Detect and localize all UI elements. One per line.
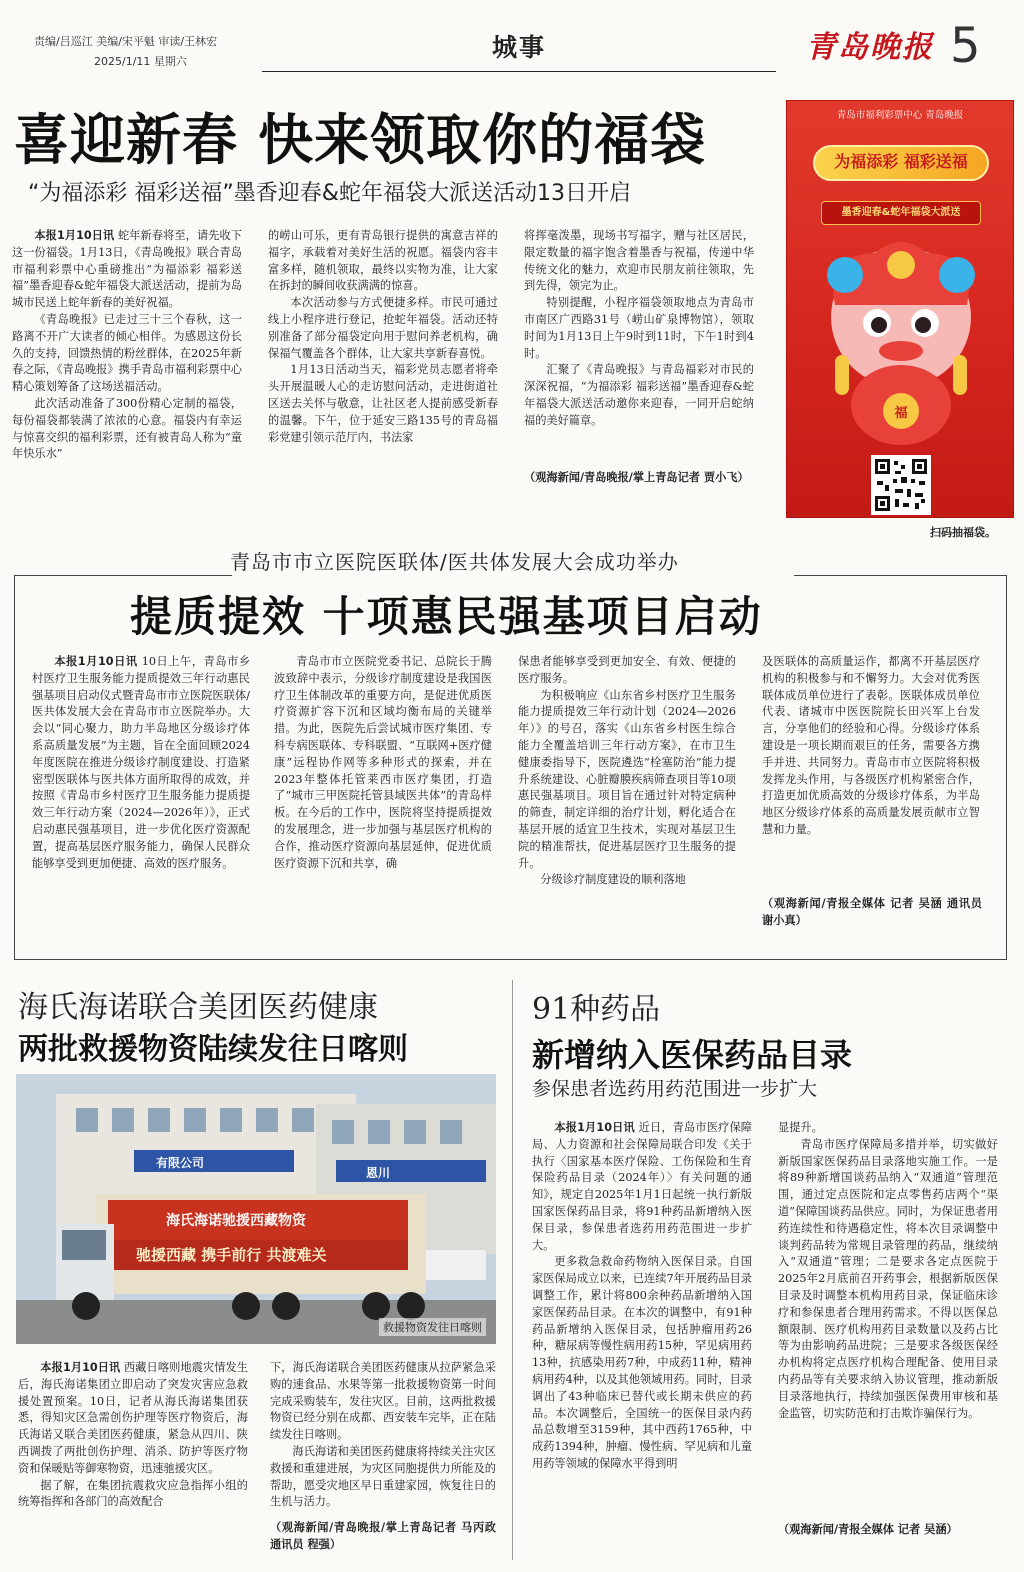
paragraph-text: 海氏海诺和美团医药健康将持续关注灾区救援和重建进展，为灾区同胞提供力所能及的帮助，愿受灾地区早日重建家园，恢复往日的生机与活力。 [270,1444,496,1509]
building-sign-left: 有限公司 [156,1156,205,1170]
truck-photo [16,1074,496,1344]
article3-column-2 [270,1360,496,1520]
article3-column-1 [18,1360,248,1556]
issue-date: 2025/1/11 星期六 [94,55,187,68]
truck-photo-illustration [16,1074,496,1344]
paragraph [270,1444,496,1511]
paragraph [524,362,754,429]
paragraph-text: 《青岛晚报》已走过三十三个春秋，这一路离不开广大读者的倾心相伴。为感恩这份长久的支持，回馈热情的粉丝群体，在2025年新春之际，《青岛晚报》携手青岛市福利彩票中心精心策划筹备了这场送福活动。 [12,312,242,394]
paragraph-text: 青岛市医疗保障局多措并举，切实做好新版国家医保药品目录落地实施工作。一是将89种新增国谈药品纳入“双通道”管理范围，通过定点医院和定点零售药店两个“渠道”保障国谈药品供应。同时，为保证患者用药连续性和待遇稳定性，将本次目录调整中谈判药品转为常规目录管理的药品，继续纳入“双通道”管理；二是要求各定点医院于2025年2月底前召开药事会，根据新版医保目录及时调整本机构用药目录，保证临床诊疗和参保患者合理用药需求。不得以医保总额限制、医疗机构用药目录数量以及药占比等为由影响药品进院；三是要求各级医保经办机构将定点医疗机构合理配备、使用目录内药品等有关要求纳入协议管理，推动新版目录落地执行，持续加强医保费用审核和基金监管，切实防范和打击欺诈骗保行为。 [778,1137,998,1420]
paragraph [518,654,736,688]
dateline: 本报1月10日讯 [554,1121,635,1134]
paragraph-text: 据了解，在集团抗震救灾应急指挥小组的统筹指挥和各部门的高效配合 [18,1478,248,1509]
frame-rule-right [794,575,1007,576]
paragraph-text: 特别提醒，小程序福袋领取地点为青岛市市南区广西路31号（崂山矿泉博物馆），领取时间为1月13日上午9时到11时，下午1时到4时。 [524,296,754,360]
article1-column-2 [268,228,498,510]
article2-kicker: 青岛市市立医院医联体/医共体发展大会成功举办 [230,550,679,574]
paragraph [18,1360,248,1478]
article1-subheadline: “为福添彩 福彩送福”墨香迎春&蛇年福袋大派送活动13日开启 [28,181,631,206]
paragraph-text: 下，海氏海诺联合美团医药健康从拉萨紧急采购的速食品、水果等第一批救援物资第一时间完成采购装车，发往灾区。目前，这两批救援物资已经分别在成都、西安装车完毕，正在陆续发往日喀则。 [270,1361,496,1442]
section-title: 城事 [491,33,546,62]
article1-headline: 喜迎新春 快来领取你的福袋 [14,108,707,172]
article3-headline: 两批救援物资陆续发往日喀则 [18,1032,408,1067]
paragraph-text: 分级诊疗制度建设的顺利落地 [540,873,686,887]
poster-org: 青岛市福利彩票中心 青岛晚报 [836,110,964,121]
truck-banner-1: 海氏海诺驰援西藏物资 [166,1213,306,1229]
paragraph [268,362,498,446]
paragraph-text: 西藏日喀则地震灾情发生后，海氏海诺集团立即启动了突发灾害应急救援处置预案。10日，记者从海氏海诺集团获悉，得知灾区急需创伤护理等医疗物资后，海氏海诺又联合美团医药健康，紧急从四川、陕西调拨了两批创伤护理、消杀、防护等医疗物资和保暖贴等御寒物资，迅速驰援灾区。 [18,1361,248,1475]
column-divider [512,980,513,1560]
article4-subheadline: 参保患者选药用药范围进一步扩大 [532,1078,818,1100]
paragraph [270,1360,496,1444]
article2-column-2 [274,654,492,938]
paragraph [524,228,754,295]
article4-headline: 新增纳入医保药品目录 [532,1036,853,1074]
article1-column-3 [524,228,754,480]
editor-credits: 责编/吕巡江 美编/宋平魁 审读/王林宏 [34,35,218,48]
paragraph-text: 保患者能够享受到更加安全、有效、便捷的医疗服务。 [518,655,736,685]
poster-fu-char: 福 [894,406,908,421]
paragraph [12,312,242,396]
paragraph-text: 将挥毫泼墨，现场书写福字，赠与社区居民，限定数量的福字饱含着墨香与祝福，传递中华传统文化的魅力，欢迎市民朋友前往领取，先到先得，领完为止。 [524,229,754,293]
paragraph-text: 及医联体的高质量运作，都离不开基层医疗机构的积极参与和不懈努力。大会对优秀医联体成员单位进行了表彰。医联体成员单位代表、诸城市中医医院院长田兴军上台发言，分享他们的经验和心得。分级诊疗体系建设是一项长期而艰巨的任务，需要各方携手并进、共同努力。青岛市市立医院将积极发挥龙头作用，与各级医疗机构紧密合作，打造更加优质高效的分级诊疗体系，为半岛地区分级诊疗体系的高质量发展贡献市立智慧和力量。 [762,655,980,836]
paragraph [18,1478,248,1512]
paragraph [532,1254,752,1472]
building-sign-right: 恩川 [366,1166,391,1180]
article2-headline: 提质提效 十项惠民强基项目启动 [130,592,763,641]
paragraph [778,1120,998,1137]
paragraph [778,1137,998,1423]
article4-byline: （观海新闻/青报全媒体 记者 吴涵） [778,1523,958,1536]
poster-caption: 扫码抽福袋。 [930,526,996,539]
article3-kicker: 海氏海诺联合美团医药健康 [18,990,378,1025]
paragraph-text: 1月13日活动当天，福彩党员志愿者将牵头开展温暖人心的走访慰问活动，走进街道社区送去关怀与敬意，让社区老人提前感受新春的温馨。下午，位于延安三路135号的青岛福彩党建引领示范厅内，书法家 [268,363,498,444]
fudai-poster [786,100,1014,518]
paragraph [12,396,242,463]
qr-code[interactable] [871,455,931,515]
paragraph [518,872,736,889]
masthead-info [34,32,217,72]
article4-column-2 [778,1120,998,1522]
page-number: 5 [950,18,981,74]
paragraph-text: 近日，青岛市医疗保障局、人力资源和社会保障局联合印发《关于执行〈国家基本医疗保险、工伤保险和生育保险药品目录（2024年）〉有关问题的通知》，规定自2025年1月1日起统一执行新版国家医保药品目录，将91种药品新增纳入医保目录，参保患者选药用药范围进一步扩大。 [532,1121,752,1252]
article4-kicker: 91种药品 [532,992,661,1027]
paragraph [762,654,980,839]
paragraph-text: 蛇年新春将至，请先收下这一份福袋。1月13日，《青岛晚报》联合青岛市福利彩票中心重磅推出“为福添彩 福彩送福”墨香迎春&蛇年福袋大派送活动，提前为岛城市民送上蛇年新春的美好祝福。 [12,229,242,310]
paragraph [524,295,754,362]
paragraph [532,1120,752,1254]
truck-banner-2: 驰援西藏 携手前行 共渡难关 [136,1246,327,1264]
dateline: 本报1月10日讯 [34,229,115,242]
dateline: 本报1月10日讯 [40,1361,121,1374]
paragraph-text: 青岛市市立医院党委书记、总院长于腾波致辞中表示，分级诊疗制度建设是我国医疗卫生体制改革的重要方向，是促进优质医疗资源扩容下沉和区域均衡布局的关键举措。为此，医院先后尝试城市医疗集团、专科专病医联体、专科联盟、“互联网+医疗健康”远程协作网等多种形式的探索，并在2023年整体托管莱西市医疗集团，打造了“城市三甲医院托管县域医共体”的青岛样板。在今后的工作中，医院将坚持提质提效的发展理念，进一步加强与基层医疗机构的合作，推动医疗资源向基层延伸，促进优质医疗资源下沉和共享，确 [274,655,492,870]
paragraph-text: 本次活动参与方式便捷多样。市民可通过线上小程序进行登记，抢蛇年福袋。活动还特别准备了部分福袋定向用于慰问养老机构，确保福气覆盖各个群体，让大家共享新春喜悦。 [268,296,498,360]
poster-banner: 为福添彩 福彩送福 [813,145,989,181]
newspaper-logo: 青岛晚报 [806,30,934,65]
section-header [262,20,776,72]
paragraph-text: 为积极响应《山东省乡村医疗卫生服务能力提质提效三年行动计划（2024—2026年）》的号召，落实《山东省乡村医生综合能力全覆盖培训三年行动方案》，在市卫生健康委指导下，医院遴选“栓塞防治”能力提升系统建设、心脏瓣膜疾病筛查项目等10项惠民强基项目。项目旨在通过针对特定病种的筛查，制定详细的治疗计划，孵化适合在基层开展的适宜卫生技术，实现对基层卫生院的精准帮扶，促进基层医疗卫生服务的提升。 [518,688,736,870]
photo-caption: 救援物资发往日喀则 [379,1318,486,1336]
paragraph [518,688,736,873]
article1-byline: （观海新闻/青岛晚报/掌上青岛记者 贾小飞） [524,471,749,484]
article4-column-1 [532,1120,752,1560]
article1-column-1 [12,228,242,510]
paragraph [268,228,498,295]
paragraph-text: 汇聚了《青岛晚报》与青岛福彩对市民的深深祝福，“为福添彩 福彩送福”墨香迎春&蛇年福袋大派送活动邀你来迎春，一同开启蛇纳福的美好篇章。 [524,363,754,427]
paragraph [12,228,242,312]
article2-column-4 [762,654,980,890]
paragraph [274,654,492,872]
qr-code-graphic [875,459,927,511]
dateline: 本报1月10日讯 [54,655,138,668]
paragraph [32,654,250,872]
article2-column-1 [32,654,250,938]
paragraph [268,295,498,362]
article2-byline: （观海新闻/青报全媒体 记者 吴涵 通讯员 谢小真） [762,897,982,927]
paragraph-text: 显提升。 [778,1121,823,1134]
paragraph-text: 的崂山可乐，更有青岛银行提供的寓意吉祥的福字，承载着对美好生活的祝愿。福袋内容丰富多样，随机领取，最终以实物为准，让大家在拆封的瞬间收获满满的惊喜。 [268,229,498,293]
frame-rule-left [14,575,232,576]
paragraph-text: 10日上午，青岛市乡村医疗卫生服务能力提质提效三年行动惠民强基项目启动仪式暨青岛市市立医院医联体/医共体发展大会在青岛市市立医院举办。大会以“同心聚力，助力半岛地区分级诊疗体系高质量发展”为主题，旨在全面回顾2024年度医院在推进分级诊疗制度建设、打造紧密型医联体与医共体方面所取得的成效，并按照《青岛市乡村医疗卫生服务能力提质提效三年行动方案（2024—2026年）》，正式启动惠民强基项目，进一步优化医疗资源配置，提高基层医疗服务能力，确保人民群众能够享受到更加便捷、高效的医疗服务。 [32,655,250,870]
paragraph-text: 此次活动准备了300份精心定制的福袋，每份福袋都装满了浓浓的心意。福袋内有幸运与惊喜交织的福利彩票，还有被青岛人称为“童年快乐水” [12,396,242,461]
paragraph-text: 更多救急救命药物纳入医保目录。自国家医保局成立以来，已连续7年开展药品目录调整工作，累计将800余种药品新增纳入国家医保药品目录。在本次的调整中，有91种药品新增纳入医保目录，包括肿瘤用药26种，糖尿病等慢性病用药15种，罕见病用药13种，抗感染用药7种，中成药11种，精神病用药4种，以及其他领域用药。同时，目录调出了43种临床已替代或长期未供应的药品。本次调整后，全国统一的医保目录内药品总数增至3159种，其中西药1765种，中成药1394种，肿瘤、慢性病、罕见病和儿童用药等领域的保障水平得到明 [532,1255,752,1470]
poster-subbanner: 墨香迎春&蛇年福袋大派送 [821,201,981,225]
article2-column-3 [518,654,736,938]
article3-byline: （观海新闻/青岛晚报/掌上青岛记者 马丙政 通讯员 程强） [270,1521,496,1551]
